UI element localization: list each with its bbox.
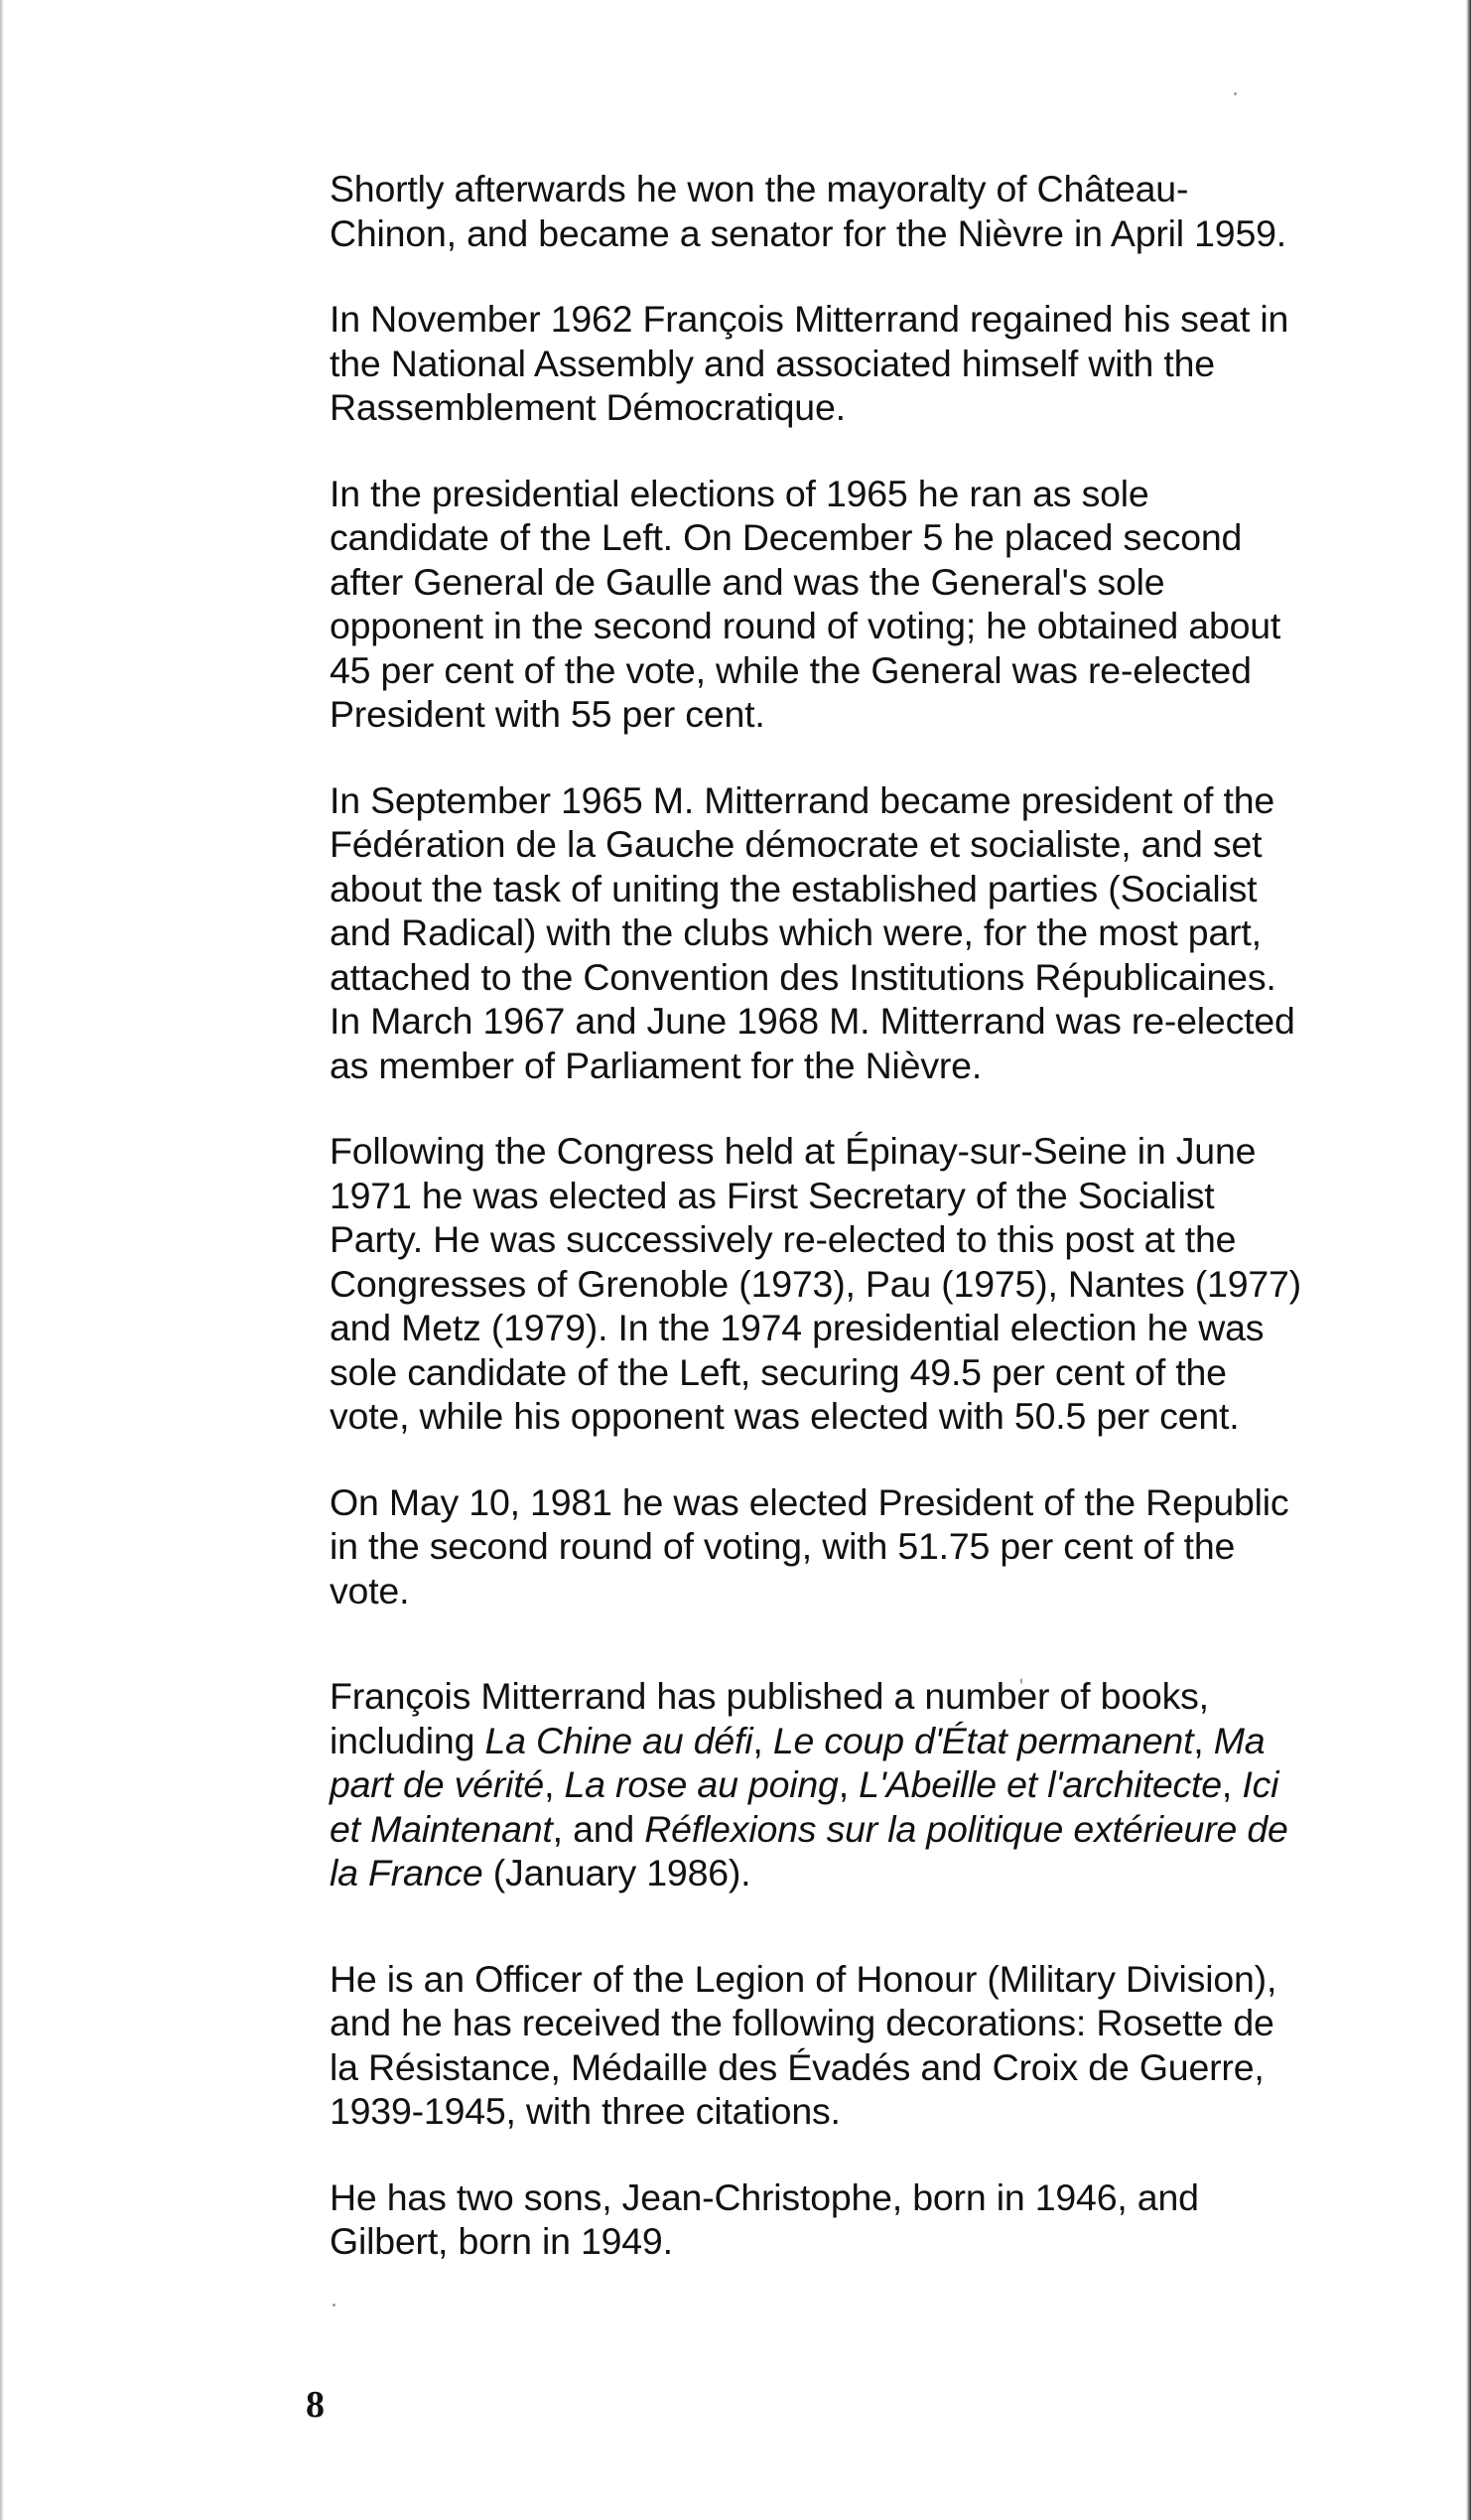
book-title: Ma part de vérité	[330, 1719, 1266, 1805]
paragraph-socialist-party: Following the Congress held at Épinay-sur-Seine in June 1971 he was elected as First Secretary of the Socialist Party. He was successively re-elected to this post at the Congresses of Grenoble (1973), Pau (1975), Nantes (1977) and Metz (1979). In the 1974 presidential election he was sole candidate of the Left, securing 49.5 per cent of the vote, while his opponent was elected with 50.5 per cent.	[330, 1130, 1301, 1437]
book-title: L'Abeille et l'architecte	[859, 1763, 1222, 1805]
books-separator: ,	[544, 1763, 565, 1805]
scan-speck	[1234, 92, 1237, 95]
paragraph-national-assembly: In November 1962 François Mitterrand regained his seat in the National Assembly and associated himself with the Rassemblement Démocratique.	[330, 298, 1289, 428]
book-title: Ici et Maintenant	[330, 1763, 1279, 1850]
book-title: Réflexions sur la politique extérieure de la France	[330, 1807, 1288, 1893]
book-title: La rose au poing	[564, 1763, 839, 1805]
books-separator: , and	[552, 1807, 645, 1850]
paragraph-1981-election: On May 10, 1981 he was elected President of the Republic in the second round of voting, with 51.75 per cent of the vote.	[330, 1480, 1289, 1611]
text-column	[330, 167, 1302, 2306]
page-edge-right	[1466, 0, 1471, 2520]
books-separator: ,	[1193, 1719, 1214, 1761]
paragraph-1965-elections: In the presidential elections of 1965 he ran as sole candidate of the Left. On December 5 he placed second after General de Gaulle and was the General's sole opponent in the second round of voting; he obtained about 45 per cent of the vote, while the General was re-elected President with 55 per cent.	[330, 472, 1281, 735]
books-separator: ,	[752, 1719, 773, 1761]
paragraph-decorations: He is an Officer of the Legion of Honour (Military Division), and he has received the following decorations: Rosette de la Résistance, Médaille des Évadés and Croix de Guerre, 1939-1945, with three citations.	[330, 1957, 1277, 2132]
paragraph-mayoralty: Shortly afterwards he won the mayoralty of Château-Chinon, and became a senator for the Nièvre in April 1959.	[330, 168, 1286, 254]
books-outro: (January 1986).	[482, 1852, 751, 1893]
page-edge-left	[0, 0, 4, 2520]
paragraph-sons: He has two sons, Jean-Christophe, born in 1946, and Gilbert, born in 1949.	[330, 2175, 1199, 2262]
book-title: Le coup d'État permanent	[772, 1719, 1194, 1761]
paragraph-federation: In September 1965 M. Mitterrand became president of the Fédération de la Gauche démocrate et socialiste, and set about the task of uniting the established parties (Socialist and Radical) with the clubs which were, for the most part, attached to the Convention des Institutions Républicaines. In March 1967 and June 1968 M. Mitterrand was re-elected as member of Parliament for the Nièvre.	[330, 778, 1295, 1086]
books-separator: ,	[838, 1763, 860, 1805]
page-number: 8	[306, 2384, 325, 2426]
paragraph-books	[330, 1674, 1302, 1895]
books-intro: François Mitterrand has published a number of books, including	[330, 1675, 1209, 1761]
book-title: La Chine au défi	[484, 1719, 753, 1761]
books-separator: ,	[1221, 1763, 1243, 1805]
